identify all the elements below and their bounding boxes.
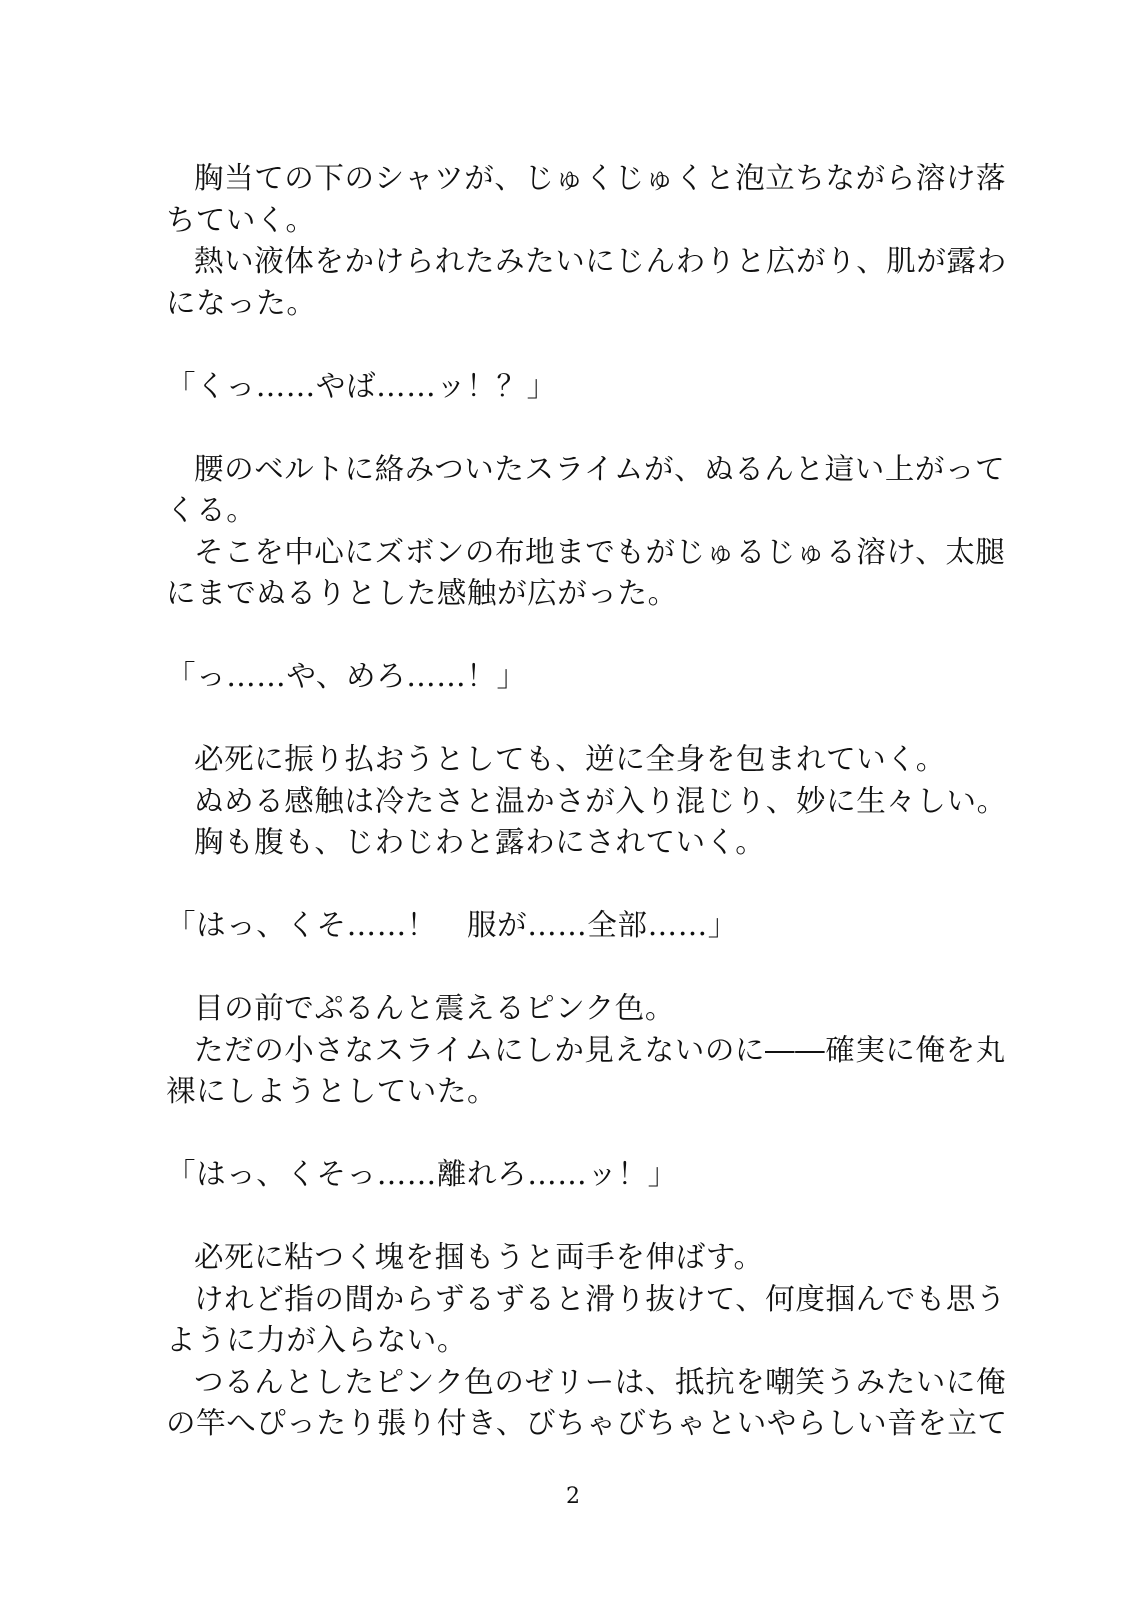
text-line: 「くっ……やば……ッ！？」: [166, 368, 557, 403]
text-line: 目の前でぷるんと震えるピンク色。: [194, 991, 676, 1025]
text-line: の竿へぴったり張り付き、びちゃびちゃといやらしい音を立て: [166, 1406, 1008, 1440]
text-line: けれど指の間からずるずると滑り抜けて、何度掴んでも思う: [194, 1281, 1007, 1316]
text-line: つるんとしたピンク色のゼリーは、抵抗を嘲笑うみたいに俺: [194, 1364, 1007, 1399]
text-line: にまでぬるりとした感触が広がった。: [166, 576, 678, 610]
text-line: ように力が入らない。: [166, 1323, 468, 1357]
page-number: 2: [566, 1484, 580, 1509]
text-line: になった。: [166, 285, 317, 320]
text-line: 必死に振り払おうとしても、逆に全身を包まれていく。: [194, 742, 946, 776]
text-line: 胸当ての下のシャツが、じゅくじゅくと泡立ちながら溶け落: [194, 161, 1007, 195]
blank-line: [166, 407, 1016, 449]
blank-line: [166, 1113, 1016, 1155]
blank-line: [166, 615, 1016, 657]
text-line: 腰のベルトに絡みついたスライムが、ぬるんと這い上がって: [194, 451, 1006, 486]
blank-line: [166, 698, 1016, 740]
text-line: 「はっ、くそっ……離れろ……ッ！」: [166, 1157, 678, 1191]
text-line: 裸にしようとしていた。: [166, 1074, 498, 1108]
text-line: くる。: [166, 493, 257, 527]
text-line: 熱い液体をかけられたみたいにじんわりと広がり、肌が露わ: [194, 244, 1007, 278]
body-text: [166, 158, 1016, 1445]
text-line: 「はっ、くそ……！ 服が……全部……」: [166, 908, 738, 942]
blank-line: [166, 864, 1016, 906]
text-line: ちていく。: [166, 202, 316, 237]
text-line: ぬめる感触は冷たさと温かさが入り混じり、妙に生々しい。: [194, 783, 1007, 818]
text-line: ただの小さなスライムにしか見えないのに――確実に俺を丸: [194, 1032, 1006, 1067]
blank-line: [166, 1196, 1016, 1238]
text-line: 必死に粘つく塊を掴もうと両手を伸ばす。: [194, 1240, 764, 1274]
blank-line: [166, 947, 1016, 989]
text-line: 胸も腹も、じわじわと露わにされていく。: [194, 825, 766, 859]
blank-line: [166, 324, 1016, 366]
text-line: そこを中心にズボンの布地までもがじゅるじゅる溶け、太腿: [194, 534, 1006, 569]
text-line: 「っ……や、めろ……！」: [166, 659, 527, 693]
